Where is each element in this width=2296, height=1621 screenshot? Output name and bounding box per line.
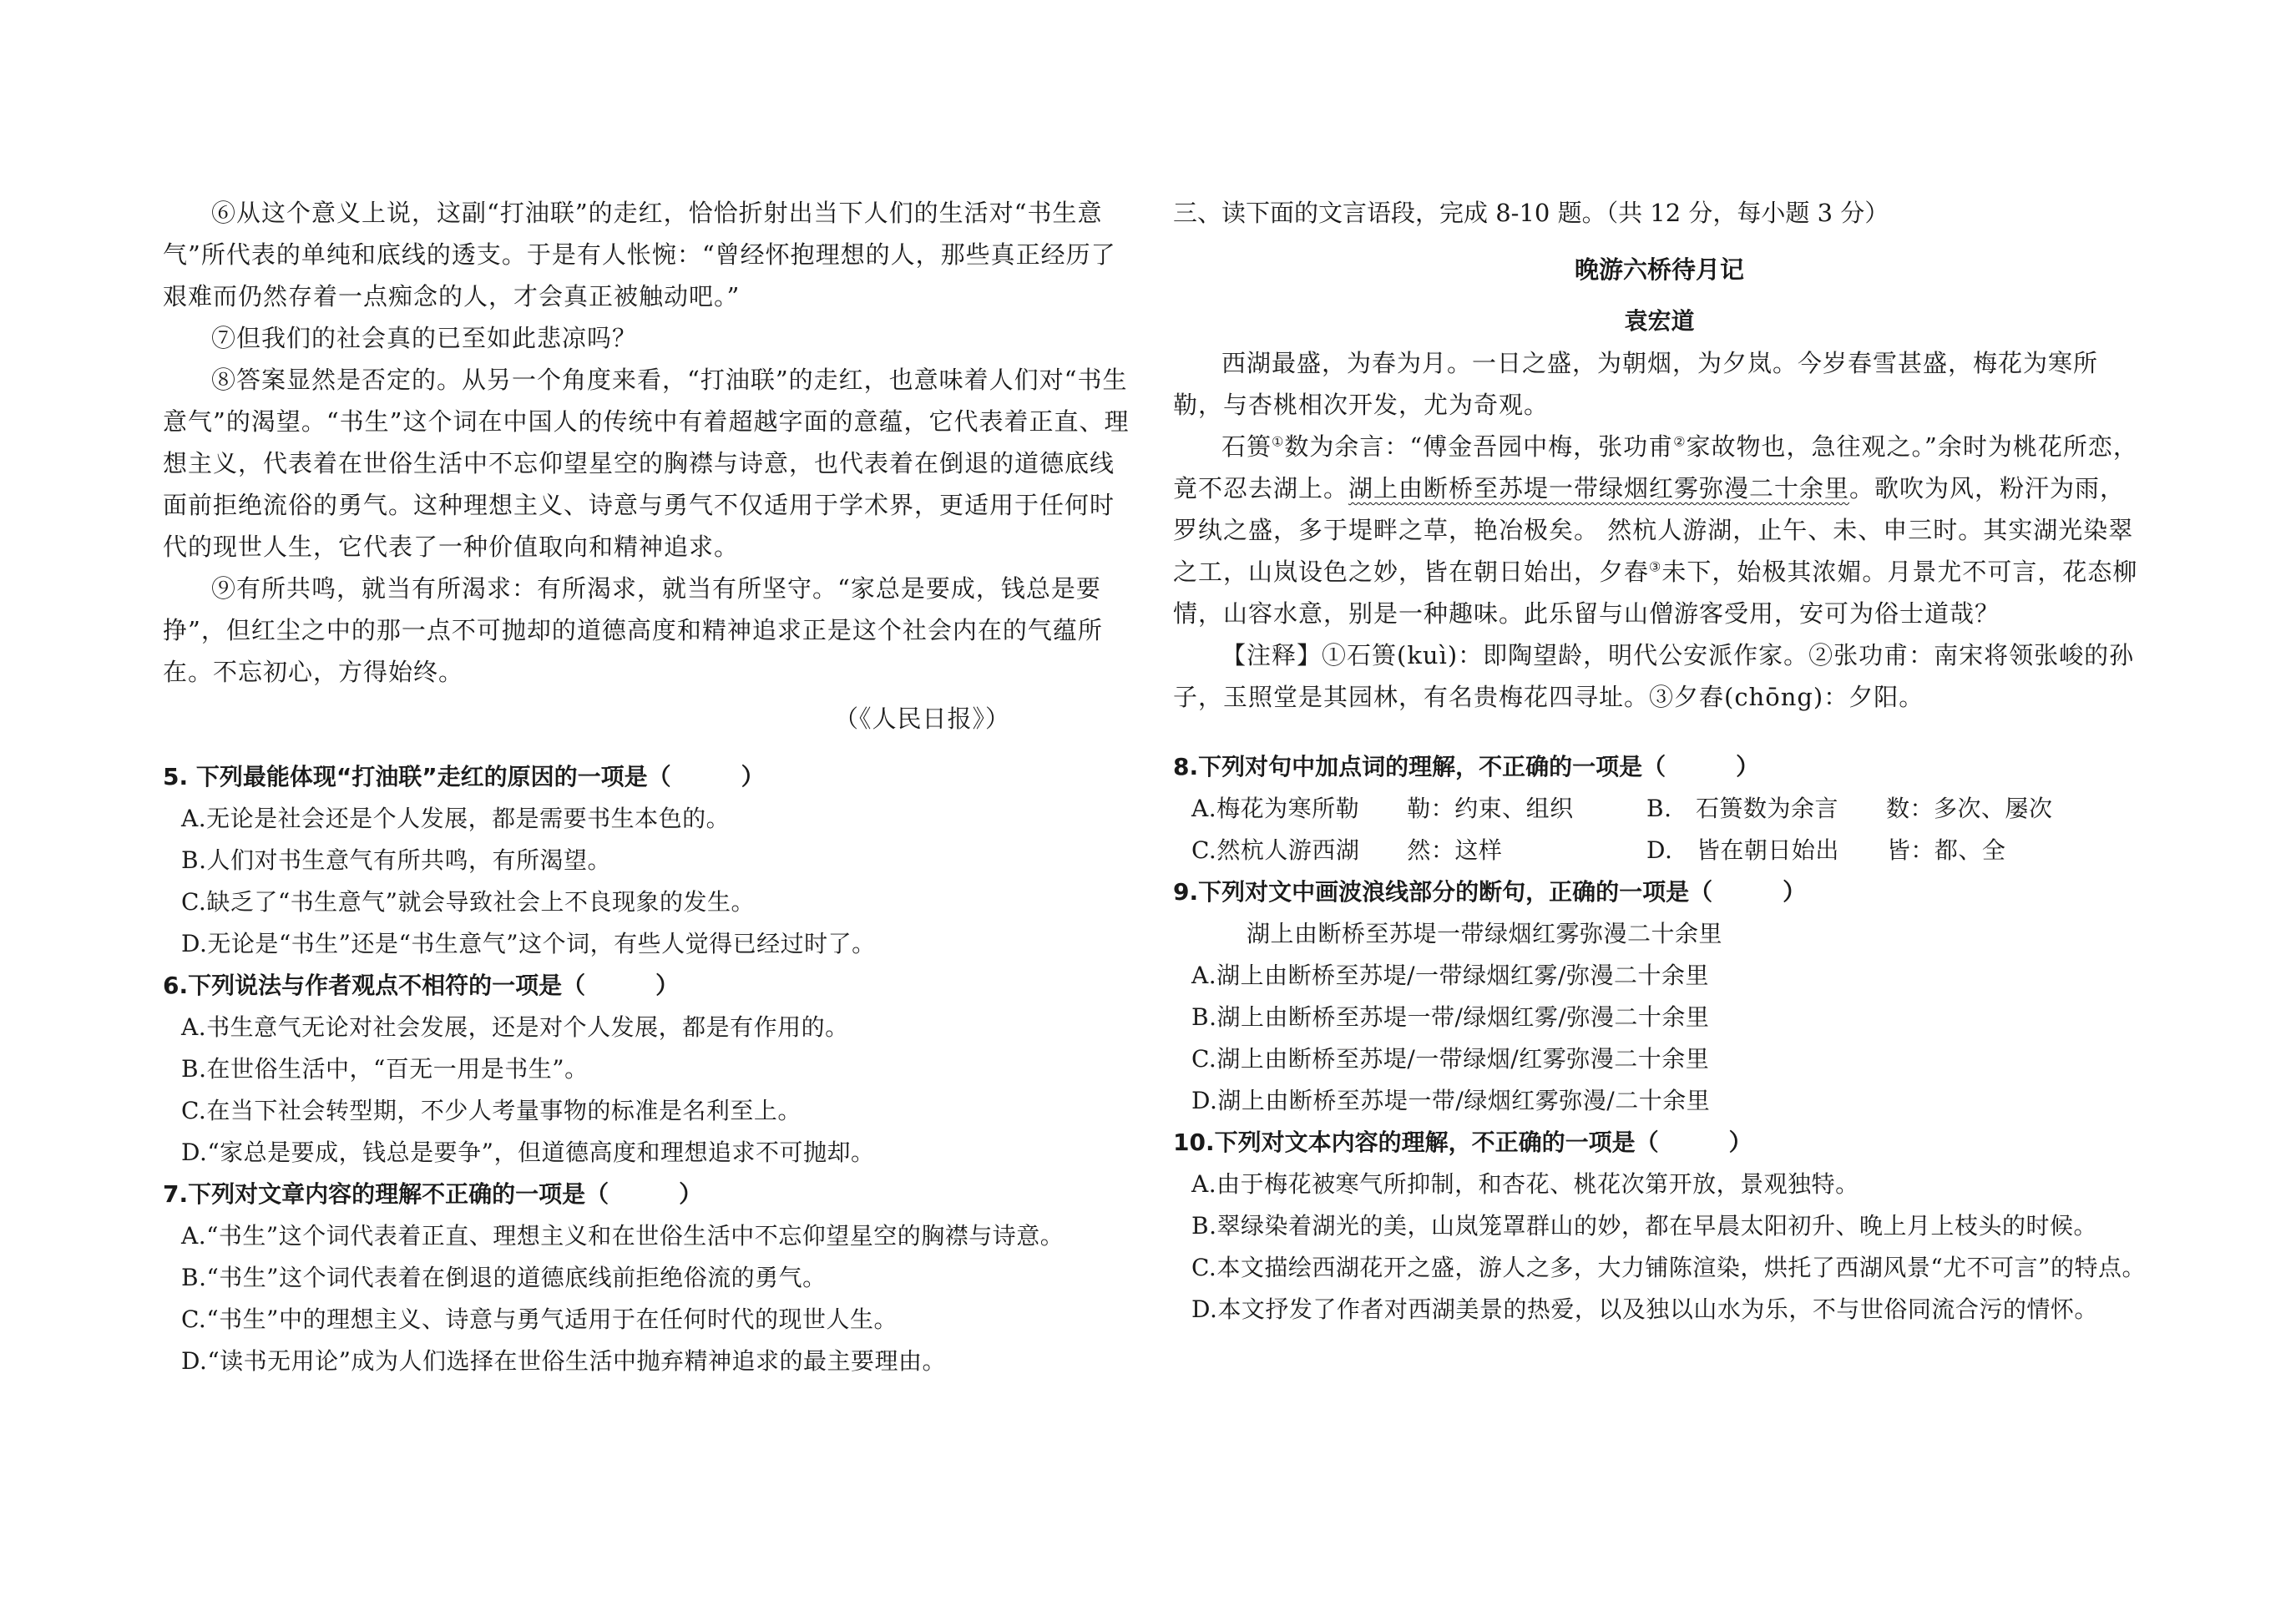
question-6 xyxy=(163,965,1135,1174)
option-d: D.“读书无用论”成为人们选择在世俗生活中抛弃精神追求的最主要理由。 xyxy=(181,1347,946,1375)
option-b: B.翠绿染着湖光的美，山岚笼罩群山的妙，都在早晨太阳初升、晚上月上枝头的时候。 xyxy=(1191,1212,2097,1240)
option-d: D.本文抒发了作者对西湖美景的热爱，以及独以山水为乐，不与世俗同流合污的情怀。 xyxy=(1191,1295,2098,1323)
paragraph-6: ⑥从这个意义上说，这副“打油联”的走红，恰恰折射出当下人们的生活对“书生意气”所代表的单纯和底线的透支。于是有人怅惋：“曾经怀抱理想的人，那些真正经历了艰难而仍然存着一点痴念的人，才会真正被触动吧。” xyxy=(163,199,1116,311)
passage-paragraph-2: 石篑①数为余言：“傅金吾园中梅，张功甫②家故物也，急往观之。”余时为桃花所恋，竟不忍去湖上。湖上由断桥至苏堤一带绿烟红雾弥漫二十余里。歌吹为风，粉汗为雨，罗纨之盛，多于堤畔之草，艳冶极矣。 然杭人游湖，止午、未、申三时。其实湖光染翠之工，山岚设色之妙，皆在朝日始出，夕舂③未下，始极其浓媚。月景尤不可言，花态柳情，山容水意，别是一种趣味。此乐留与山僧游客受用，安可为俗士道哉？ xyxy=(1173,432,2138,628)
option-b: B. 石篑数为余言 数：多次、屡次 xyxy=(1646,795,2053,822)
option-a: A.书生意气无论对社会发展，还是对个人发展，都是有作用的。 xyxy=(181,1013,849,1041)
question-title: 7.下列对文章内容的理解不正确的一项是（ ） xyxy=(163,1180,703,1208)
option-c: C.缺乏了“书生意气”就会导致社会上不良现象的发生。 xyxy=(181,888,755,916)
article-source: （《人民日报》） xyxy=(833,704,1010,733)
option-c: C.湖上由断桥至苏堤/一带绿烟/红雾弥漫二十余里 xyxy=(1191,1045,1710,1073)
question-title: 5. 下列最能体现“打油联”走红的原因的一项是（ ） xyxy=(163,763,765,790)
option-c: C.在当下社会转型期，不少人考量事物的标准是名利至上。 xyxy=(181,1097,802,1124)
option-d: D.湖上由断桥至苏堤一带/绿烟红雾弥漫/二十余里 xyxy=(1191,1087,1711,1114)
option-a: A.由于梅花被寒气所抑制，和杏花、桃花次第开放，景观独特。 xyxy=(1191,1170,1859,1198)
option-d: D.“家总是要成，钱总是要争”，但道德高度和理想追求不可抛却。 xyxy=(181,1139,875,1166)
option-a: A.无论是社会还是个人发展，都是需要书生本色的。 xyxy=(181,805,731,832)
left-column xyxy=(163,192,1135,1382)
question-title: 10.下列对文本内容的理解，不正确的一项是（ ） xyxy=(1173,1129,1752,1156)
option-b: B.人们对书生意气有所共鸣，有所渴望。 xyxy=(181,846,611,874)
question-7 xyxy=(163,1174,1135,1382)
essay-title: 晚游六桥待月记 xyxy=(1574,255,1744,284)
paragraph-9: ⑨有所共鸣，就当有所渴求：有所渴求，就当有所坚守。“家总是要成，钱总是要挣”，但红尘之中的那一点不可抛却的道德高度和精神追求正是这个社会内在的气蕴所在。不忘初心，方得始终。 xyxy=(163,574,1103,686)
section-heading: 三、读下面的文言语段，完成 8-10 题。（共 12 分，每小题 3 分） xyxy=(1173,199,1889,227)
option-c: C.“书生”中的理想主义、诗意与勇气适用于在任何时代的现世人生。 xyxy=(181,1305,898,1333)
option-a: A.湖上由断桥至苏堤/一带绿烟红雾/弥漫二十余里 xyxy=(1191,962,1709,989)
options-grid xyxy=(1173,788,2146,871)
question-8 xyxy=(1173,746,2146,871)
question-title: 6.下列说法与作者观点不相符的一项是（ ） xyxy=(163,972,680,999)
passage-notes: 【注释】①石篑(kuì)：即陶望龄，明代公安派作家。②张功甫：南宋将领张峻的孙子，玉照堂是其园林，有名贵梅花四寻址。③夕舂(chōng)：夕阳。 xyxy=(1173,641,2135,711)
question-title: 8.下列对句中加点词的理解，不正确的一项是（ ） xyxy=(1173,753,1760,780)
option-a: A.“书生”这个词代表着正直、理想主义和在世俗生活中不忘仰望星空的胸襟与诗意。 xyxy=(181,1222,1065,1250)
option-d: D. 皆在朝日始出 皆：都、全 xyxy=(1646,836,2006,864)
option-a: A.梅花为寒所勒 勒：约束、组织 xyxy=(1191,795,1574,822)
question-10 xyxy=(1173,1122,2146,1331)
passage-paragraph-1: 西湖最盛，为春为月。一日之盛，为朝烟，为夕岚。今岁春雪甚盛，梅花为寒所勒，与杏桃相次开发，尤为奇观。 xyxy=(1173,349,2099,419)
option-b: B.在世俗生活中，“百无一用是书生”。 xyxy=(181,1055,589,1083)
question-sentence: 湖上由断桥至苏堤一带绿烟红雾弥漫二十余里 xyxy=(1247,920,1723,947)
wavy-underlined-sentence: 湖上由断桥至苏堤一带绿烟红雾弥漫二十余里 xyxy=(1348,474,1850,502)
paragraph-8: ⑧答案显然是否定的。从另一个角度来看，“打油联”的走红，也意味着人们对“书生意气”的渴望。“书生”这个词在中国人的传统中有着超越字面的意蕴，它代表着正直、理想主义，代表着在世俗生活中不忘仰望星空的胸襟与诗意，也代表着在倒退的道德底线面前拒绝流俗的勇气。这种理想主义、诗意与勇气不仅适用于学术界，更适用于任何时代的现世人生，它代表了一种价值取向和精神追求。 xyxy=(163,366,1130,561)
option-c: C.然杭人游西湖 然：这样 xyxy=(1191,836,1503,864)
question-5 xyxy=(163,756,1135,965)
option-b: B.“书生”这个词代表着在倒退的道德底线前拒绝俗流的勇气。 xyxy=(181,1264,827,1291)
right-column xyxy=(1173,192,2146,1331)
paragraph-7: ⑦但我们的社会真的已至如此悲凉吗？ xyxy=(211,324,638,352)
option-b: B.湖上由断桥至苏堤一带/绿烟红雾/弥漫二十余里 xyxy=(1191,1003,1710,1031)
question-9 xyxy=(1173,871,2146,1122)
essay-author: 袁宏道 xyxy=(1624,307,1695,335)
option-c: C.本文描绘西湖花开之盛，游人之多，大力铺陈渲染，烘托了西湖风景“尤不可言”的特点。 xyxy=(1191,1254,2146,1281)
option-d: D.无论是“书生”还是“书生意气”这个词，有些人觉得已经过时了。 xyxy=(181,930,876,957)
question-title: 9.下列对文中画波浪线部分的断句，正确的一项是（ ） xyxy=(1173,878,1807,906)
